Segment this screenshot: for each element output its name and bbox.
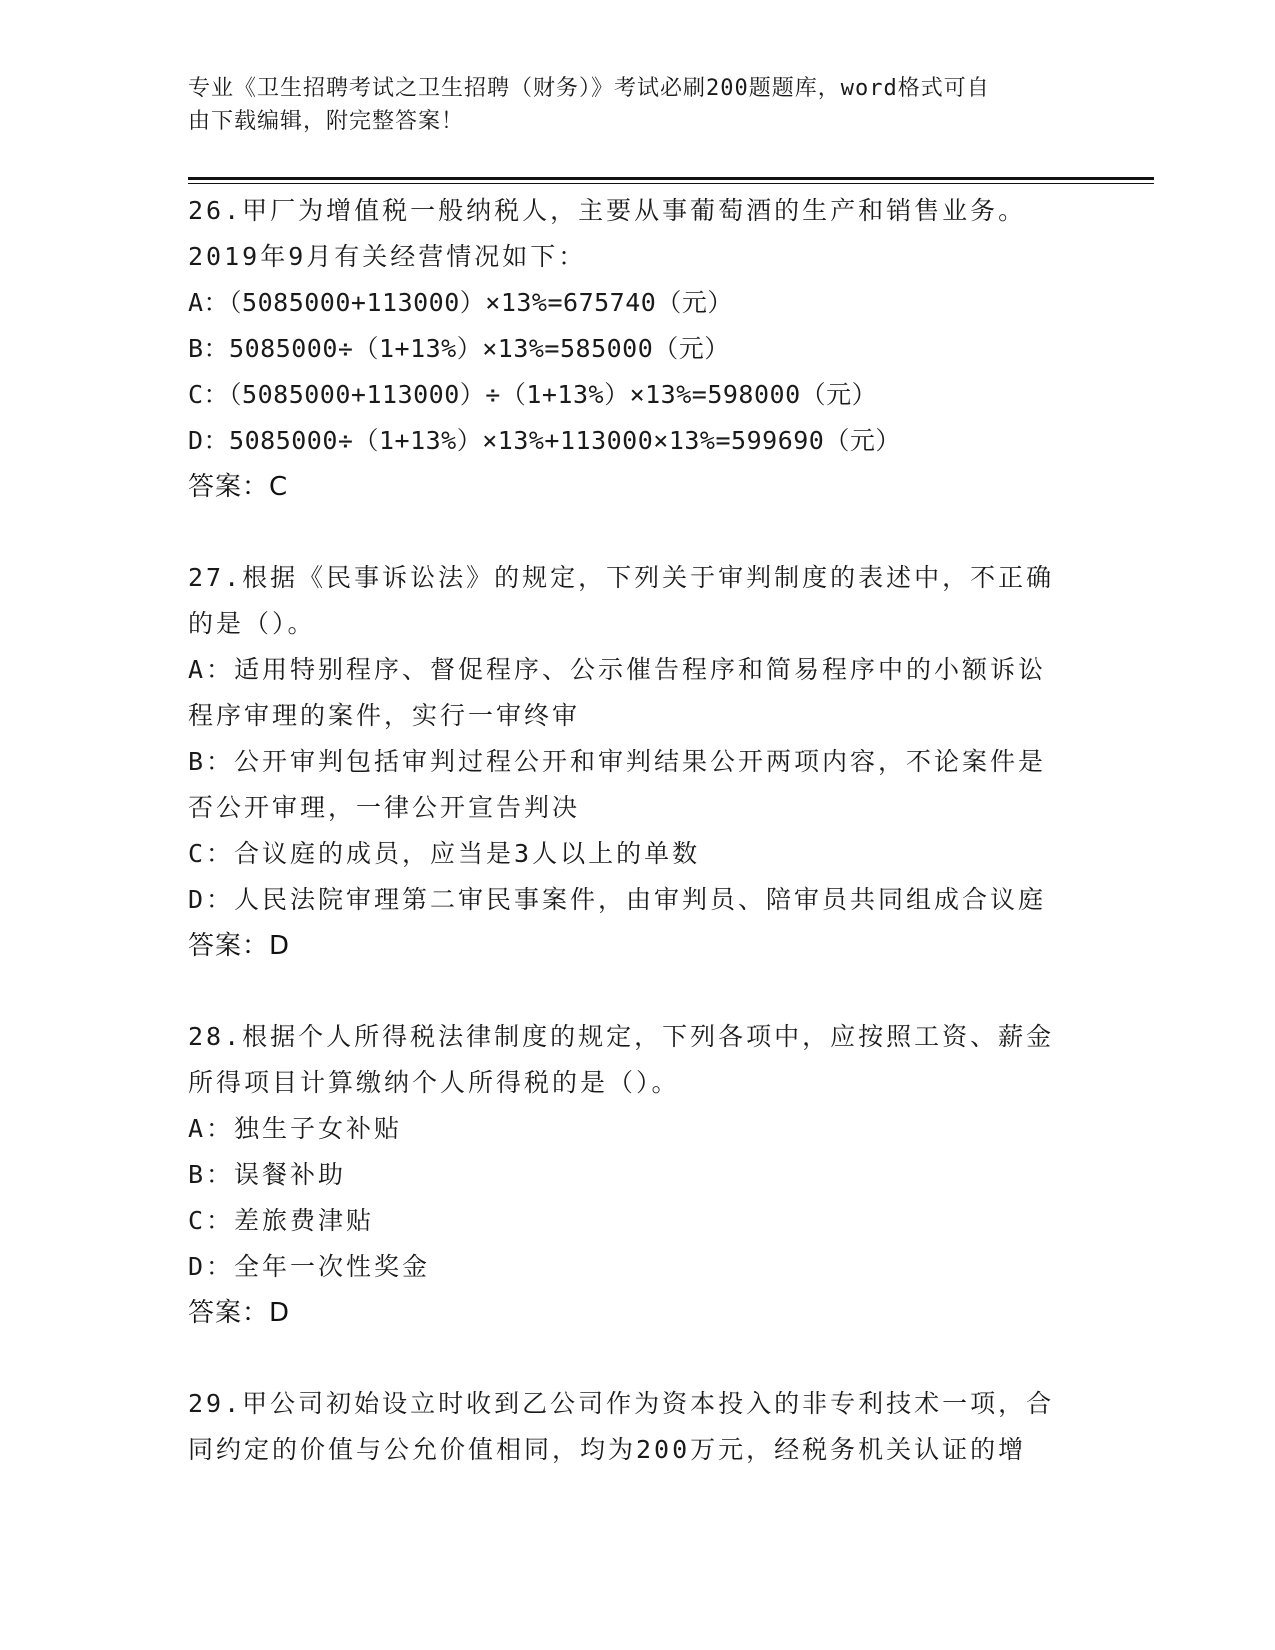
header-line-2: 由下载编辑，附完整答案！ [188,109,465,134]
header-rule-thin [188,183,1154,184]
spacer [188,510,1088,555]
spacer [188,1336,1088,1381]
question-27-option-a-line-1: A：适用特别程序、督促程序、公示催告程序和简易程序中的小额诉讼 [188,655,1047,684]
question-26-option-a: A：（5085000+113000）×13%=675740（元） [188,288,733,317]
question-26-stem-line-1: 26.甲厂为增值税一般纳税人，主要从事葡萄酒的生产和销售业务。 [188,196,1027,225]
question-28-answer: 答案：D [188,1298,291,1328]
spacer [188,969,1088,1014]
question-29 [188,1381,1088,1473]
question-26-answer: 答案：C [188,472,289,502]
question-27-answer: 答案：D [188,931,291,961]
question-27-option-a-line-2: 程序审理的案件，实行一审终审 [188,701,581,730]
question-28-option-a: A：独生子女补贴 [188,1114,403,1143]
question-27-option-b-line-2: 否公开审理，一律公开宣告判决 [188,793,581,822]
header-line-1: 专业《卫生招聘考试之卫生招聘（财务）》考试必刷200题题库，word格式可自 [188,76,990,101]
question-27-stem-line-2: 的是（）。 [188,609,316,638]
question-29-stem-line-2: 同约定的价值与公允价值相同，均为200万元，经税务机关认证的增 [188,1435,1027,1464]
question-28-option-c: C：差旅费津贴 [188,1206,375,1235]
question-27-option-b-line-1: B：公开审判包括审判过程公开和审判结果公开两项内容，不论案件是 [188,747,1047,776]
question-26-option-b: B：5085000÷（1+13%）×13%=585000（元） [188,334,730,363]
question-27-stem-line-1: 27.根据《民事诉讼法》的规定，下列关于审判制度的表述中，不正确 [188,563,1055,592]
header-rule-thick [188,177,1154,180]
question-29-stem-line-1: 29.甲公司初始设立时收到乙公司作为资本投入的非专利技术一项，合 [188,1389,1055,1418]
question-26-option-c: C：（5085000+113000）÷（1+13%）×13%=598000（元） [188,380,878,409]
question-28-option-d: D：全年一次性奖金 [188,1252,431,1281]
question-27 [188,555,1088,969]
question-28-stem-line-2: 所得项目计算缴纳个人所得税的是（）。 [188,1068,680,1097]
document-header [188,72,1088,138]
question-26-option-d: D：5085000÷（1+13%）×13%+113000×13%=599690（元） [188,426,901,455]
question-27-option-c: C：合议庭的成员，应当是3人以上的单数 [188,839,701,868]
question-28 [188,1014,1088,1336]
question-26-stem-line-2: 2019年9月有关经营情况如下： [188,242,587,271]
question-28-stem-line-1: 28.根据个人所得税法律制度的规定，下列各项中，应按照工资、薪金 [188,1022,1055,1051]
question-26 [188,188,1088,510]
question-27-option-d: D：人民法院审理第二审民事案件，由审判员、陪审员共同组成合议庭 [188,885,1047,914]
question-list [188,188,1088,1473]
question-28-option-b: B：误餐补助 [188,1160,347,1189]
